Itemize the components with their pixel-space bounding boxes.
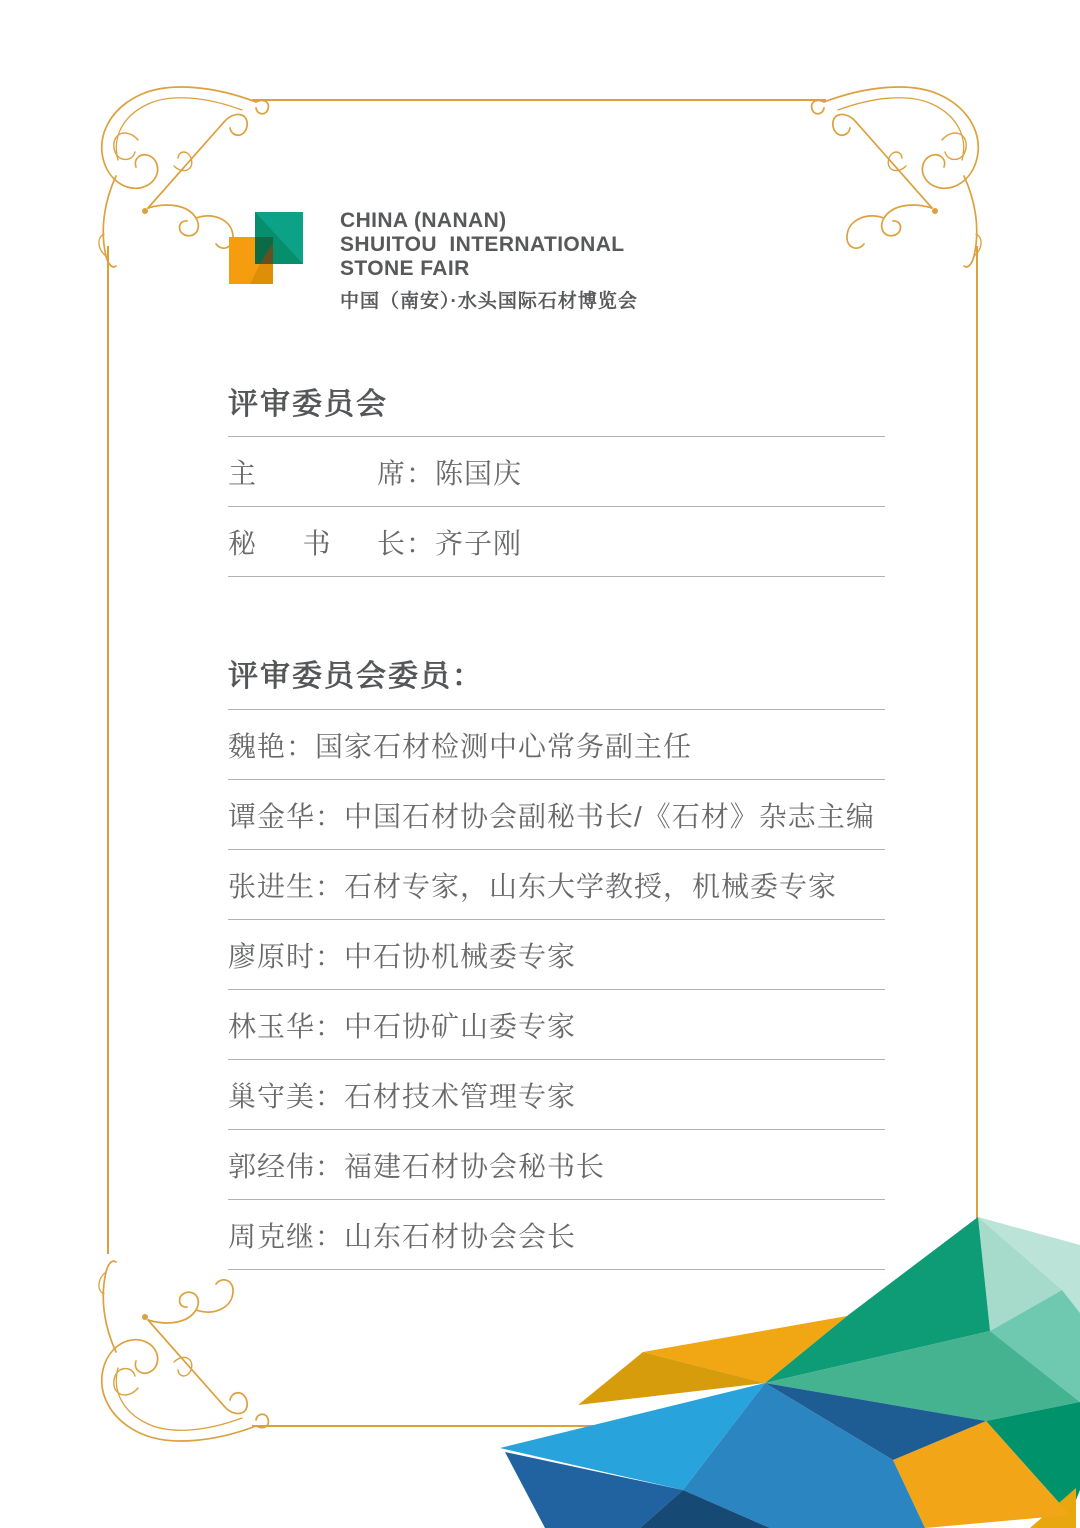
colon: ：: [406, 457, 436, 489]
member-name: 周克继: [228, 1220, 316, 1252]
member-row: [228, 920, 885, 990]
colon: ：: [315, 1220, 345, 1252]
logo-squares-icon: [229, 212, 309, 290]
member-row: [228, 1060, 885, 1130]
member-name: 谭金华: [228, 800, 316, 832]
member-name: 魏艳: [228, 730, 287, 762]
logo-line-2: SHUITOU INTERNATIONAL: [340, 233, 625, 256]
logo-line-3: STONE FAIR: [340, 257, 470, 280]
committee-section: [228, 370, 885, 1270]
member-row: [228, 710, 885, 780]
stone-fair-logo: [229, 209, 638, 313]
leader-title-char: 席: [376, 457, 406, 489]
committee-title-box: [228, 370, 885, 437]
member-name: 张进生: [228, 870, 316, 902]
leader-title-char: 长: [376, 527, 406, 559]
members-title-box: [228, 643, 885, 710]
leader-title-char: 书: [302, 527, 332, 559]
member-role: 中石协矿山委专家: [344, 1010, 577, 1042]
leader-row-chairman: [228, 437, 885, 507]
lowpoly-decoration: [495, 1188, 1080, 1528]
member-name: 林玉华: [228, 1010, 316, 1042]
member-name: 郭经伟: [228, 1150, 316, 1182]
leader-title-char: 秘: [228, 527, 258, 559]
member-role: 国家石材检测中心常务副主任: [315, 730, 693, 762]
section-spacer: [228, 577, 885, 643]
logo-tagline: 中国（南安）·水头国际石材博览会: [340, 291, 638, 312]
colon: ：: [315, 940, 345, 972]
leader-name: 齐子刚: [435, 527, 523, 559]
members-title: 评审委员会委员：: [228, 660, 484, 693]
leader-title: [228, 452, 406, 492]
member-role: 山东石材协会会长: [344, 1220, 577, 1252]
member-role: 中国石材协会副秘书长/《石材》杂志主编: [344, 800, 875, 832]
member-role: 石材技术管理专家: [344, 1080, 577, 1112]
border-line-top: [252, 99, 826, 101]
colon: ：: [315, 800, 345, 832]
member-role: 石材专家，山东大学教授，机械委专家: [344, 870, 838, 902]
member-role: 中石协机械委专家: [344, 940, 577, 972]
logo-text: [340, 209, 638, 313]
leader-title-char: 主: [228, 457, 258, 489]
colon: ：: [286, 730, 316, 762]
member-role: 福建石材协会秘书长: [344, 1150, 606, 1182]
logo-line-1: CHINA (NANAN): [340, 209, 507, 232]
leader-name: 陈国庆: [435, 457, 523, 489]
leader-row-secretary-general: [228, 507, 885, 577]
member-row: [228, 780, 885, 850]
leader-title: [228, 522, 406, 562]
member-row: [228, 990, 885, 1060]
colon: ：: [315, 1150, 345, 1182]
member-row: [228, 850, 885, 920]
corner-flourish-top-right: [794, 78, 994, 298]
colon: ：: [406, 527, 436, 559]
colon: ：: [315, 1010, 345, 1042]
committee-title: 评审委员会: [228, 388, 388, 421]
member-name: 廖原时: [228, 940, 316, 972]
colon: ：: [315, 1080, 345, 1112]
border-line-left: [107, 246, 109, 1254]
colon: ：: [315, 870, 345, 902]
member-name: 巢守美: [228, 1080, 316, 1112]
